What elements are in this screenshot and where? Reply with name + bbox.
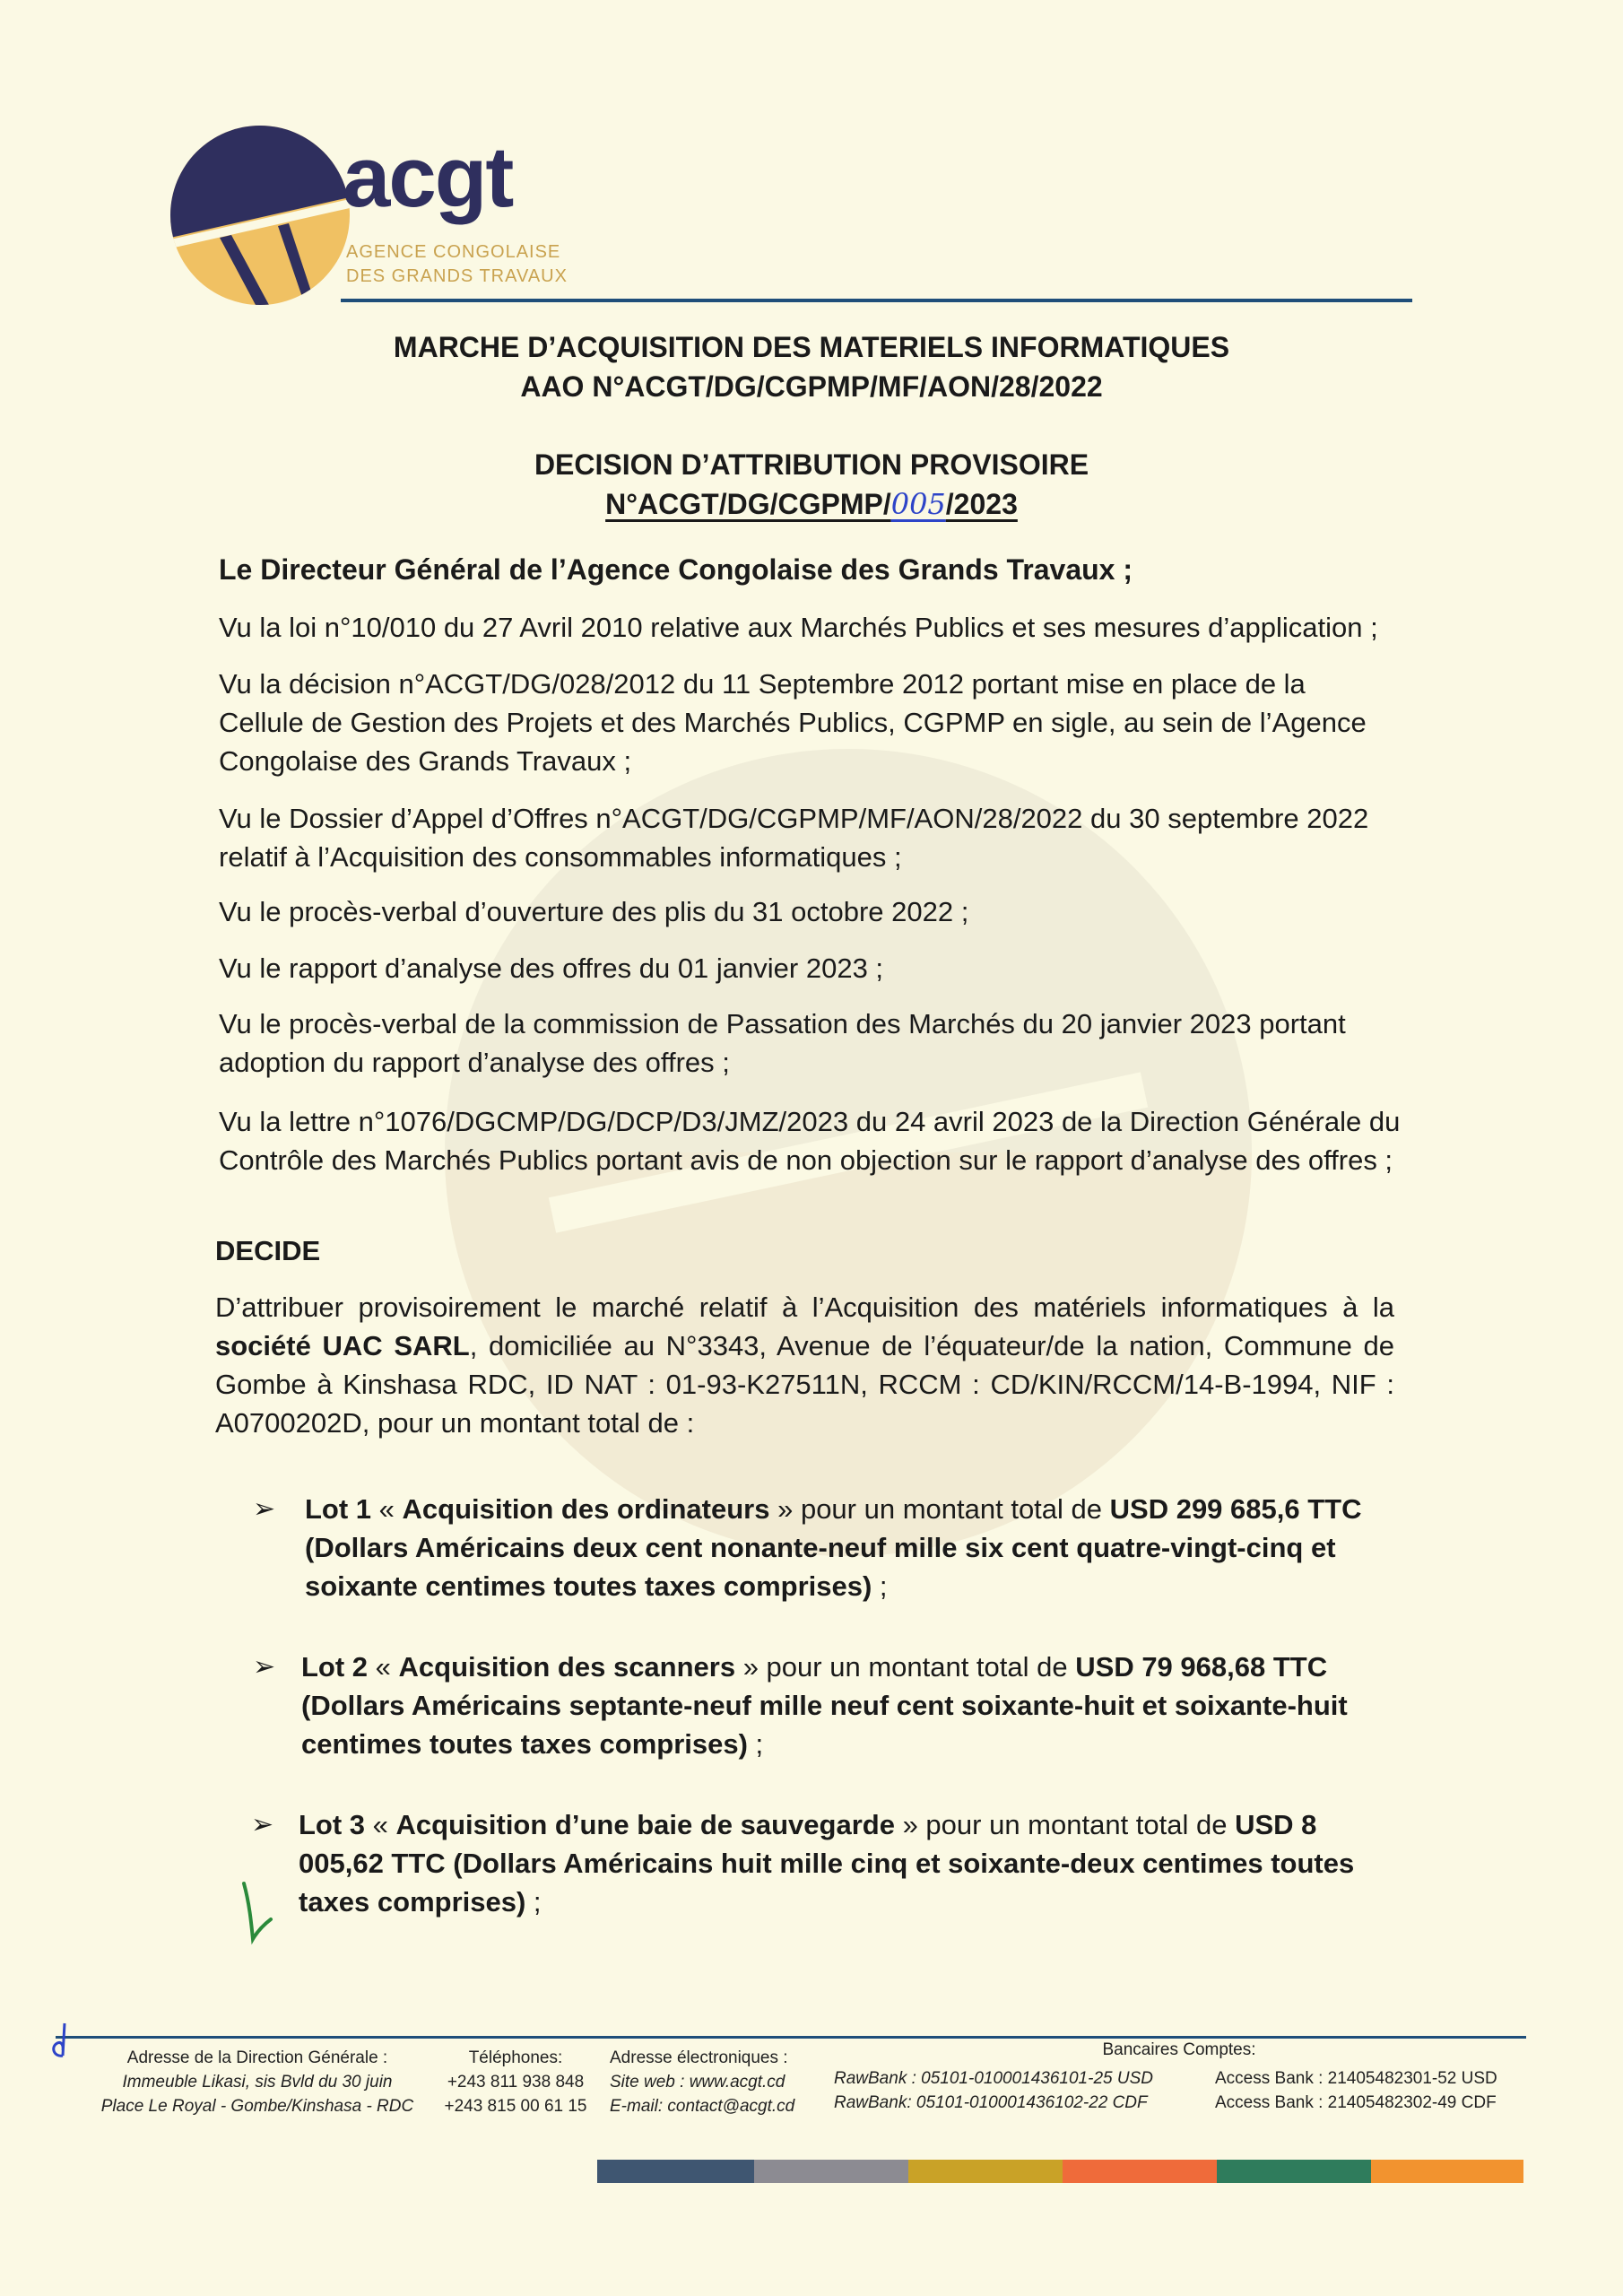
decide-heading: DECIDE	[215, 1235, 321, 1266]
attribution-paragraph: D’attribuer provisoirement le marché relatif à l’Acquisition des matériels informatiques à la société UAC SARL, domiciliée au N°3343, Avenue de l’équateur/de la nation, Commune de Gombe à Kinshasa RDC, ID NAT : 01-93-K27511N, RCCM : CD/KIN/RCCM/14-B-1994, NIF : A0700202D, pour un montant total de :	[215, 1292, 1395, 1439]
brand-subtitle: AGENCE CONGOLAISE DES GRANDS TRAVAUX	[346, 242, 568, 286]
handwritten-number: 005	[890, 487, 946, 521]
color-bar-segment	[1371, 2160, 1523, 2183]
title-line1: MARCHE D’ACQUISITION DES MATERIELS INFORMATIQUES	[393, 331, 1230, 363]
footer-bank-title: Bancaires Comptes:	[1102, 2040, 1256, 2059]
vu-paragraph-1: Vu la loi n°10/010 du 27 Avril 2010 relative aux Marchés Publics et ses mesures d’application ;	[219, 612, 1378, 643]
vu-paragraph-6: Vu le procès-verbal de la commission de Passation des Marchés du 20 janvier 2023 portant adoption du rapport d’analyse des offres ;	[219, 1008, 1346, 1078]
lot-3: Lot 3 « Acquisition d’une baie de sauvegarde » pour un montant total de USD 8 005,62 TTC (Dollars Américains huit mille cinq et soixante-deux centimes toutes taxes comprises) ;	[299, 1809, 1355, 1918]
director-line: Le Directeur Général de l’Agence Congolaise des Grands Travaux ;	[219, 553, 1133, 586]
decision-number: N°ACGT/DG/CGPMP/005/2023	[605, 487, 1018, 521]
vu-paragraph-7: Vu la lettre n°1076/DGCMP/DG/DCP/D3/JMZ/2023 du 24 avril 2023 de la Direction Générale du Contrôle des Marchés Publics portant avis de non objection sur le rapport d’analyse des offres ;	[219, 1106, 1401, 1176]
checkmark-icon	[235, 1876, 280, 1948]
vu-paragraph-3: Vu le Dossier d’Appel d’Offres n°ACGT/DG/CGPMP/MF/AON/28/2022 du 30 septembre 2022 relatif à l’Acquisition des consommables informatiques ;	[219, 803, 1369, 873]
color-bar-segment	[754, 2160, 908, 2183]
vu-paragraph-5: Vu le rapport d’analyse des offres du 01 janvier 2023 ;	[219, 952, 884, 984]
website-link: Site web : www.acgt.cd	[610, 2073, 785, 2092]
color-bar-segment	[1217, 2160, 1371, 2183]
lot-2: Lot 2 « Acquisition des scanners » pour un montant total de USD 79 968,68 TTC (Dollars Américains septante-neuf mille neuf cent soixante-huit et soixante-huit centimes toutes taxes comprises) ;	[301, 1651, 1348, 1760]
vu-paragraph-2: Vu la décision n°ACGT/DG/028/2012 du 11 Septembre 2012 portant mise en place de la Cellule de Gestion des Projets et des Marchés Publics, CGPMP en sigle, au sein de l’Agence Congolaise des Grands Travaux ;	[219, 668, 1367, 777]
bullet-arrow-icon: ➢	[251, 1810, 274, 1839]
footer-phones: Téléphones: +243 811 938 848 +243 815 00 61 15	[444, 2048, 587, 2116]
color-bar-segment	[597, 2160, 754, 2183]
decision-title: DECISION D’ATTRIBUTION PROVISOIRE	[534, 448, 1089, 481]
brand-wordmark: acgt	[343, 129, 513, 225]
bullet-arrow-icon: ➢	[253, 1494, 276, 1524]
bullet-arrow-icon: ➢	[253, 1652, 276, 1682]
vu-paragraph-4: Vu le procès-verbal d’ouverture des plis du 31 octobre 2022 ;	[219, 896, 969, 927]
handwritten-mark-icon	[47, 2020, 74, 2065]
footer-bank-access: Access Bank : 21405482301-52 USD Access Bank : 21405482302-49 CDF	[1215, 2069, 1497, 2112]
header-rule	[341, 299, 1412, 302]
title-line2: AAO N°ACGT/DG/CGPMP/MF/AON/28/2022	[520, 370, 1103, 403]
footer-address: Adresse de la Direction Générale : Immeuble Likasi, sis Bvld du 30 juin Place Le Royal - Gombe/Kinshasa - RDC	[100, 2048, 414, 2116]
email-link: E-mail: contact@acgt.cd	[610, 2097, 795, 2116]
lot-1: Lot 1 « Acquisition des ordinateurs » pour un montant total de USD 299 685,6 TTC (Dollars Américains deux cent nonante-neuf mille six cent quatre-vingt-cinq et soixante centimes toutes taxes comprises) ;	[305, 1493, 1362, 1602]
color-bar-segment	[1063, 2160, 1217, 2183]
footer-bank-rawbank: RawBank : 05101-010001436101-25 USD RawBank: 05101-010001436102-22 CDF	[834, 2069, 1153, 2112]
footer-electronic: Adresse électroniques : Site web : www.acgt.cd E-mail: contact@acgt.cd	[610, 2048, 795, 2116]
color-bar-segment	[908, 2160, 1063, 2183]
